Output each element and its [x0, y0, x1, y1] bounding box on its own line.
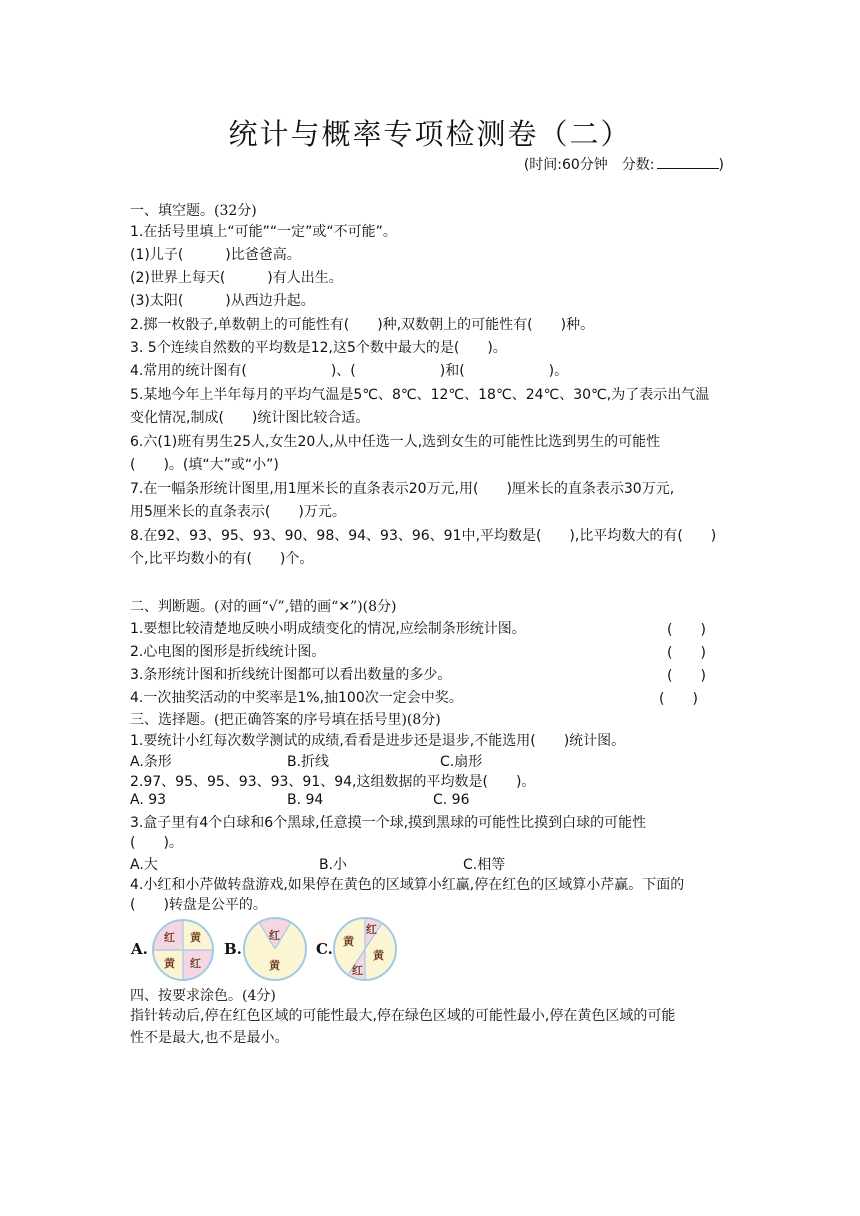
s1-q2: 2.掷一枚骰子,单数朝上的可能性有( )种,双数朝上的可能性有( )种。 [130, 317, 595, 333]
s2-answer-1[interactable]: ( ) [667, 622, 706, 638]
spinner-label-b[interactable]: B. [224, 940, 242, 958]
s1-q1c: (3)太阳( )从西边升起。 [130, 293, 315, 309]
spinner-c-text-yellow-1: 黄 [343, 935, 354, 948]
s2-answer-2[interactable]: ( ) [667, 645, 706, 661]
spinner-label-c[interactable]: C. [316, 940, 333, 958]
s3-q2: 2.97、95、95、93、93、91、94,这组数据的平均数是( )。 [130, 774, 536, 790]
spinner-a-text-red-2: 红 [190, 957, 201, 970]
page-title: 统计与概率专项检测卷（二） [228, 117, 632, 151]
section3-heading: 三、选择题。(把正确答案的序号填在括号里)(8分) [130, 712, 441, 728]
spinner-b [243, 917, 307, 981]
s3-q3-opt-b[interactable]: B.小 [319, 857, 348, 873]
score-blank[interactable] [657, 156, 719, 169]
time-score-line [524, 154, 724, 174]
s1-q7b: 用5厘米长的直条表示( )万元。 [130, 504, 346, 520]
spinner-a-text-red-1: 红 [164, 931, 175, 944]
s1-q6a: 6.六(1)班有男生25人,女生20人,从中任选一人,选到女生的可能性比选到男生的可能性 [130, 434, 661, 450]
spinner-c-text-yellow-2: 黄 [373, 949, 384, 962]
spinner-b-text-yellow: 黄 [269, 959, 280, 972]
s3-q1-opt-b[interactable]: B.折线 [287, 754, 330, 770]
s3-q3-opt-c[interactable]: C.相等 [463, 857, 506, 873]
section4-heading: 四、按要求涂色。(4分) [130, 988, 276, 1004]
s1-q7a: 7.在一幅条形统计图里,用1厘米长的直条表示20万元,用( )厘米长的直条表示30万元, [130, 481, 675, 497]
s3-q2-opt-b[interactable]: B. 94 [287, 792, 324, 808]
spinner-b-text-red: 红 [269, 929, 280, 942]
s2-item-1: 1.要想比较清楚地反映小明成绩变化的情况,应绘制条形统计图。 [130, 621, 526, 637]
spinner-label-a[interactable]: A. [131, 940, 148, 958]
s3-q3a: 3.盒子里有4个白球和6个黑球,任意摸一个球,摸到黑球的可能性比摸到白球的可能性 [130, 815, 647, 831]
spinner-a [152, 919, 214, 981]
spinner-c-text-red-1: 红 [366, 923, 377, 936]
s4-line-2: 性不是最大,也不是最小。 [130, 1030, 289, 1046]
s3-q2-opt-a[interactable]: A. 93 [130, 792, 167, 808]
s1-q1b: (2)世界上每天( )有人出生。 [130, 270, 343, 286]
s1-q1a: (1)儿子( )比爸爸高。 [130, 247, 301, 263]
s3-q1-opt-a[interactable]: A.条形 [130, 754, 172, 770]
s1-q5a: 5.某地今年上半年每月的平均气温是5℃、8℃、12℃、18℃、24℃、30℃,为了表示出气温 [130, 387, 710, 403]
s3-q4a: 4.小红和小芹做转盘游戏,如果停在黄色的区域算小红赢,停在红色的区域算小芹赢。下面的 [130, 877, 685, 893]
s3-q3-opt-a[interactable]: A.大 [130, 857, 158, 873]
s4-line-1: 指针转动后,停在红色区域的可能性最大,停在绿色区域的可能性最小,停在黄色区域的可能 [130, 1008, 676, 1024]
s3-q3b: ( )。 [130, 835, 183, 851]
time-score-close: ) [718, 157, 724, 173]
time-score-text: (时间:60分钟 分数: [523, 157, 655, 173]
s2-item-2: 2.心电图的图形是折线统计图。 [130, 644, 326, 660]
s1-q3: 3. 5个连续自然数的平均数是12,这5个数中最大的是( )。 [130, 340, 507, 356]
s1-q8a: 8.在92、93、95、93、90、98、94、93、96、91中,平均数是( ),比平均数大的有( ) [130, 528, 717, 544]
s2-item-3: 3.条形统计图和折线统计图都可以看出数量的多少。 [130, 667, 452, 683]
spinner-c [333, 917, 397, 981]
s2-answer-4[interactable]: ( ) [659, 691, 698, 707]
spinner-a-text-yellow-1: 黄 [190, 931, 201, 944]
s3-q1: 1.要统计小红每次数学测试的成绩,看看是进步还是退步,不能选用( )统计图。 [130, 733, 626, 749]
s1-q5b: 变化情况,制成( )统计图比较合适。 [130, 410, 370, 426]
s3-q1-opt-c[interactable]: C.扇形 [440, 754, 483, 770]
s3-q2-opt-c[interactable]: C. 96 [433, 792, 470, 808]
s1-q4: 4.常用的统计图有( )、( )和( )。 [130, 363, 569, 379]
section2-heading: 二、判断题。(对的画“√”,错的画“✕”)(8分) [130, 599, 397, 615]
s3-q4b: ( )转盘是公平的。 [130, 897, 267, 913]
s1-q8b: 个,比平均数小的有( )个。 [130, 551, 314, 567]
spinner-c-text-red-2: 红 [352, 964, 363, 977]
s1-q1: 1.在括号里填上“可能”“一定”或“不可能”。 [130, 224, 397, 240]
s1-q6b: ( )。(填“大”或“小”) [130, 457, 279, 473]
section1-heading: 一、填空题。(32分) [130, 203, 257, 219]
s2-item-4: 4.一次抽奖活动的中奖率是1%,抽100次一定会中奖。 [130, 690, 463, 706]
s2-answer-3[interactable]: ( ) [667, 668, 706, 684]
spinner-a-text-yellow-2: 黄 [164, 957, 175, 970]
